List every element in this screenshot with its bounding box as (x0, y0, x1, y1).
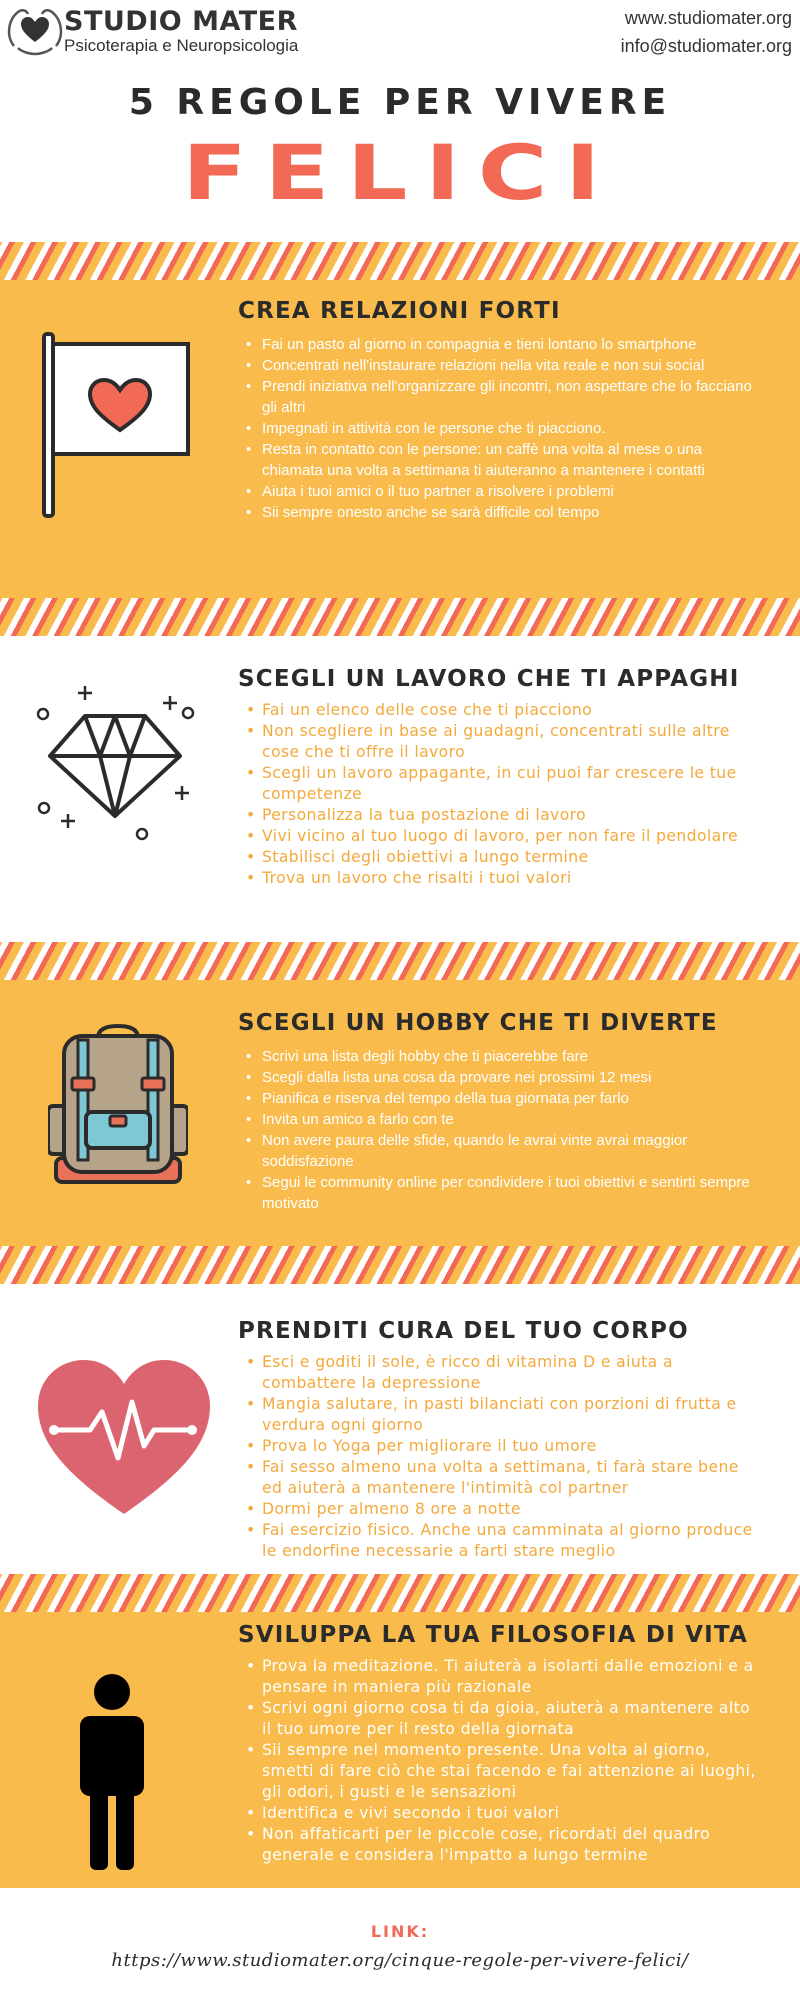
list-item: • Non scegliere in base ai guadagni, concentrati sulle altre cose che ti offre il lavoro (244, 721, 764, 763)
list-item: • Personalizza la tua postazione di lavoro (244, 805, 764, 826)
list-item: • Concentrati nell'instaurare relazioni nella vita reale e non sui social (244, 355, 764, 376)
stripe-divider (0, 242, 800, 280)
heart-flag-icon (38, 330, 198, 520)
stripe-divider (0, 598, 800, 636)
section-list (244, 1656, 764, 1866)
list-item: • Aiuta i tuoi amici o il tuo partner a risolvere i problemi (244, 481, 764, 502)
section-title: CREA RELAZIONI FORTI (238, 298, 561, 324)
list-item: • Fai esercizio fisico. Anche una camminata al giorno produce le endorfine necessarie a farti stare meglio (244, 1520, 764, 1562)
section-relazioni (0, 280, 800, 598)
brand (4, 2, 324, 62)
list-item: • Prova lo Yoga per migliorare il tuo umore (244, 1436, 764, 1457)
brand-name: STUDIO MATER (64, 6, 298, 37)
list-item: • Prendi iniziativa nell'organizzare gli incontri, non aspettare che lo facciano gli altri (244, 376, 764, 418)
list-item: • Trova un lavoro che risalti i tuoi valori (244, 868, 764, 889)
list-item: • Invita un amico a farlo con te (244, 1109, 764, 1130)
section-lavoro (0, 636, 800, 942)
list-item: • Sii sempre onesto anche se sarà difficile col tempo (244, 502, 764, 523)
section-title: SCEGLI UN LAVORO CHE TI APPAGHI (238, 666, 740, 692)
list-item: • Scrivi una lista degli hobby che ti piacerebbe fare (244, 1046, 764, 1067)
link-label: LINK: (370, 1922, 430, 1941)
heartbeat-icon (32, 1354, 217, 1519)
list-item: • Resta in contatto con le persone: un caffè una volta al mese o una chiamata una volta a settimana ti aiuteranno a mantenere i contatti (244, 439, 764, 481)
list-item: • Fai un elenco delle cose che ti piacciono (244, 700, 764, 721)
list-item: • Sii sempre nel momento presente. Una volta al giorno, smetti di fare ciò che stai facendo e fai attenzione ai luoghi, gli odori, i gusti e le sensazioni (244, 1740, 764, 1803)
stripe-divider (0, 942, 800, 980)
section-list (244, 334, 764, 523)
list-item: • Non affaticarti per le piccole cose, ricordati del quadro generale e considera l'impatto a lungo termine (244, 1824, 764, 1866)
list-item: • Segui le community online per condividere i tuoi obiettivi e sentirti sempre motivato (244, 1172, 764, 1214)
list-item: • Pianifica e riserva del tempo della tua giornata per farlo (244, 1088, 764, 1109)
section-list (244, 700, 764, 889)
list-item: • Dormi per almeno 8 ore a notte (244, 1499, 764, 1520)
contact-info (621, 4, 792, 60)
article-link[interactable]: https://www.studiomater.org/cinque-regole-per-vivere-felici/ (111, 1950, 689, 1971)
section-title: PRENDITI CURA DEL TUO CORPO (238, 1318, 689, 1344)
section-list (244, 1352, 764, 1562)
page-title: 5 REGOLE PER VIVERE (128, 82, 672, 123)
section-corpo (0, 1284, 800, 1574)
list-item: • Impegnati in attività con le persone che ti piacciono. (244, 418, 764, 439)
email-link[interactable]: info@studiomater.org (620, 36, 792, 56)
brand-subtitle: Psicoterapia e Neuropsicologia (64, 36, 299, 55)
section-list (244, 1046, 764, 1214)
list-item: • Identifica e vivi secondo i tuoi valori (244, 1803, 764, 1824)
list-item: • Mangia salutare, in pasti bilanciati con porzioni di frutta e verdura ogni giorno (244, 1394, 764, 1436)
list-item: • Esci e goditi il sole, è ricco di vitamina D e aiuta a combattere la depressione (244, 1352, 764, 1394)
list-item: • Stabilisci degli obiettivi a lungo termine (244, 847, 764, 868)
backpack-icon (48, 1020, 188, 1190)
website-link[interactable]: www.studiomater.org (624, 8, 792, 28)
section-hobby (0, 980, 800, 1246)
hero-title: FELICI (182, 128, 618, 217)
list-item: • Fai un pasto al giorno in compagnia e tieni lontano lo smartphone (244, 334, 764, 355)
hands-heart-logo-icon (4, 2, 66, 56)
list-item: • Scrivi ogni giorno cosa ti da gioia, aiuterà a mantenere alto il tuo umore per il resto della giornata (244, 1698, 764, 1740)
stripe-divider (0, 1574, 800, 1612)
section-filosofia (0, 1612, 800, 1888)
list-item: • Fai sesso almeno una volta a settimana, ti farà stare bene ed aiuterà a mantenere l'intimità col partner (244, 1457, 764, 1499)
list-item: • Scegli dalla lista una cosa da provare nei prossimi 12 mesi (244, 1067, 764, 1088)
person-icon (72, 1672, 152, 1872)
stripe-divider (0, 1246, 800, 1284)
list-item: • Prova la meditazione. Ti aiuterà a isolarti dalle emozioni e a pensare in maniera più razionale (244, 1656, 764, 1698)
list-item: • Scegli un lavoro appagante, in cui puoi far crescere le tue competenze (244, 763, 764, 805)
list-item: • Vivi vicino al tuo luogo di lavoro, per non fare il pendolare (244, 826, 764, 847)
section-title: SCEGLI UN HOBBY CHE TI DIVERTE (238, 1010, 718, 1036)
list-item: • Non avere paura delle sfide, quando le avrai vinte avrai maggior soddisfazione (244, 1130, 764, 1172)
section-title: SVILUPPA LA TUA FILOSOFIA DI VITA (238, 1622, 748, 1648)
diamond-icon (30, 676, 200, 846)
